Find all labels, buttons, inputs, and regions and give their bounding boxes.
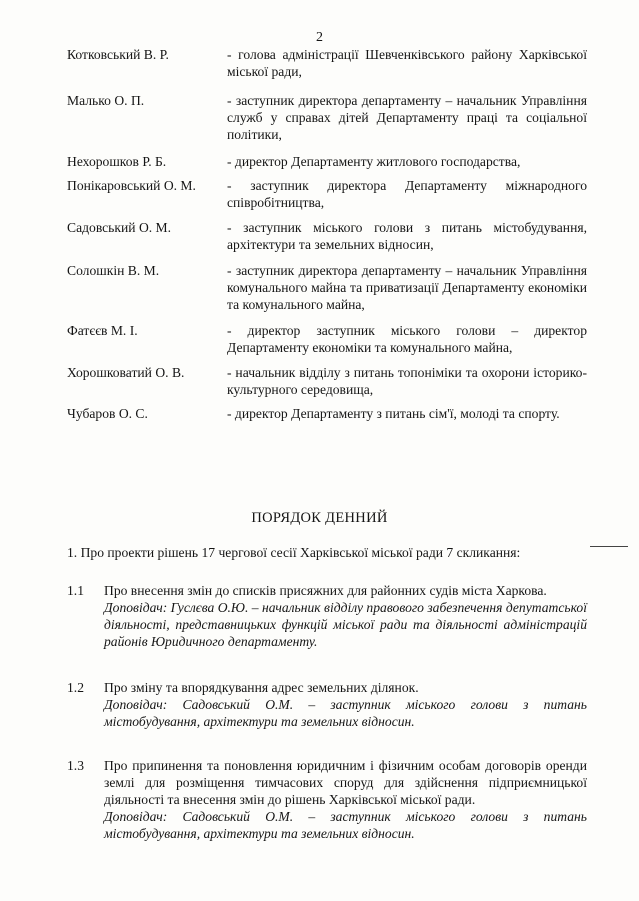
agenda-item-title: Про зміну та впорядкування адрес земельних ділянок.: [104, 680, 419, 695]
agenda-item-title: Про внесення змін до списків присяжних для районних судів міста Харкова.: [104, 583, 547, 598]
attendee-name: Садовський О. М.: [67, 220, 172, 235]
attendee-name: Чубаров О. С.: [67, 406, 148, 421]
attendee-role: - начальник відділу з питань топоніміки та охорони історико-культурного середовища,: [227, 365, 587, 397]
agenda-item-title: Про припинення та поновлення юридичним і фізичним особам договорів оренди землі для розміщення тимчасових споруд для здійснення підприємницької діяльності та внесення змін до рішень Харківської міської ради.: [104, 758, 587, 807]
page-number: 2: [316, 30, 323, 45]
attendee-role: - директор Департаменту з питань сім'ї, молоді та спорту.: [227, 406, 560, 421]
agenda-item-number: 1.1: [67, 583, 84, 598]
attendee-role: - директор заступник міського голови – директор Департаменту економіки та комунального майна,: [227, 323, 587, 355]
agenda-item-number: 1.3: [67, 758, 84, 773]
agenda-item-reporter: Доповідач: Садовський О.М. – заступник міського голови з питань містобудування, архітектури та земельних відносин.: [104, 697, 587, 729]
attendee-name: Хорошковатий О. В.: [67, 365, 185, 380]
section-title: 1. Про проекти рішень 17 чергової сесії Харківської міської ради 7 скликання:: [67, 545, 521, 560]
divider: [590, 546, 628, 547]
agenda-item-number: 1.2: [67, 680, 84, 695]
agenda-item-reporter: Доповідач: Садовський О.М. – заступник міського голови з питань містобудування, архітектури та земельних відносин.: [104, 809, 587, 841]
attendee-name: Малько О. П.: [67, 93, 145, 108]
agenda-item-reporter: Доповідач: Гуслєва О.Ю. – начальник відділу правового забезпечення депутатської діяльності, представницьких функцій міської ради та діяльності адміністрацій районів Юридичного департаменту.: [104, 600, 587, 649]
attendee-name: Фатєєв М. І.: [67, 323, 138, 338]
agenda-heading: ПОРЯДОК ДЕННИЙ: [251, 510, 388, 526]
attendee-role: - заступник директора Департаменту міжнародного співробітництва,: [227, 178, 587, 210]
attendee-role: - голова адміністрації Шевченківського району Харківської міської ради,: [227, 47, 587, 79]
attendee-name: Котковський В. Р.: [67, 47, 169, 62]
attendee-role: - директор Департаменту житлового господарства,: [227, 154, 521, 169]
attendee-role: - заступник директора департаменту – начальник Управління служб у справах дітей Департаменту праці та соціальної політики,: [227, 93, 587, 142]
attendee-name: Нехорошков Р. Б.: [67, 154, 167, 169]
attendee-name: Солошкін В. М.: [67, 263, 160, 278]
attendee-role: - заступник міського голови з питань містобудування, архітектури та земельних відносин,: [227, 220, 587, 252]
attendee-name: Понікаровський О. М.: [67, 178, 196, 193]
attendee-role: - заступник директора департаменту – начальник Управління комунального майна та приватизації Департаменту економіки та комунального майна,: [227, 263, 587, 312]
